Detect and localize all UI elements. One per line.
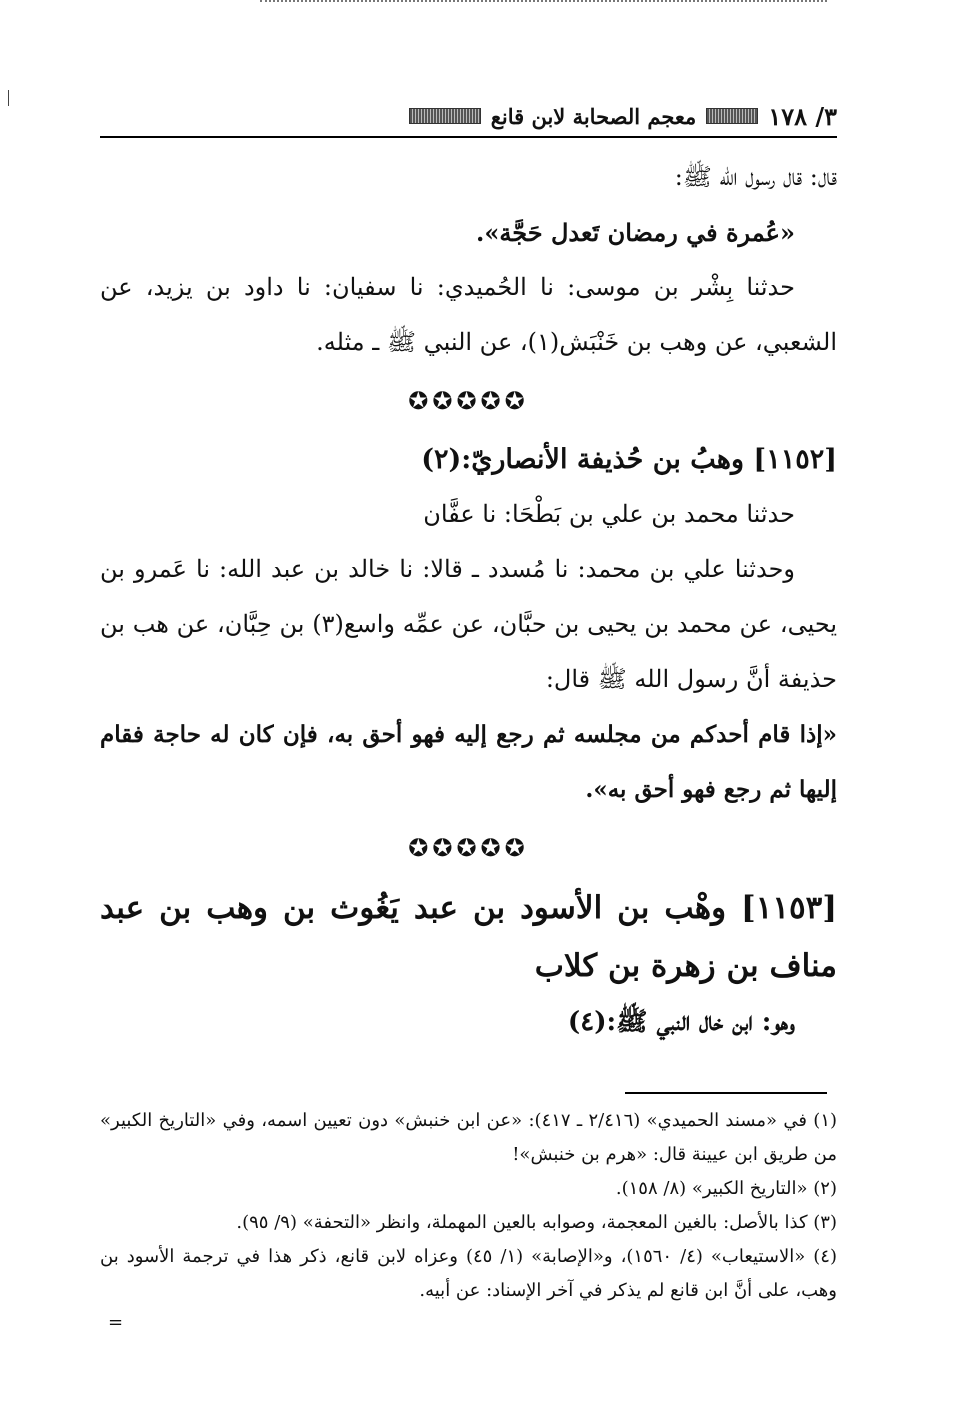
isnad-text: وحدثنا علي بن محمد: نا مُسدد ـ قالا: نا خالد بن عبد الله: نا عَمرو بن يحيى، عن محمد بن يحيى بن حبَّان، عن عمِّه واسع(٣) بن حِبَّان، عن هب بن حذيفة أنَّ رسول الله ﷺ قال: bbox=[100, 555, 838, 693]
previous-page-edge bbox=[260, 0, 827, 6]
footnotes bbox=[100, 1104, 837, 1308]
book-title: معجم الصحابة لابن قانع bbox=[490, 103, 697, 129]
hadith-text: «إذا قام أحدكم من مجلسه ثم رجع إليه فهو أحق به، فإن كان له حاجة فقام إليها ثم رجع فهو أحق به». bbox=[100, 721, 837, 803]
narration-line: قال: قال رسول الله ﷺ: bbox=[674, 163, 837, 191]
page-header bbox=[100, 96, 837, 138]
header-ornament-bar bbox=[409, 108, 481, 124]
continuation-mark: = bbox=[108, 1312, 124, 1333]
footnote: (١) في «مسند الحميدي» (٢/٤١٦ ـ ٤١٧): «عن ابن خنبش» دون تعيين اسمه، وفي «التاريخ الكبير» من طريق ابن عيينة قال: «هرم بن خنبش»! bbox=[100, 1110, 838, 1165]
section-separator: ✪✪✪✪✪ bbox=[408, 834, 529, 862]
isnad-text: حدثنا محمد بن علي بن بَطْحَا: نا عفَّان bbox=[423, 500, 795, 528]
margin-mark bbox=[8, 90, 9, 106]
entry-title: [١١٥٣] وهْب بن الأسود بن عبد يَغُوث بن وهب بن عبد مناف بن زهرة بن كلاب bbox=[100, 890, 837, 984]
page-body bbox=[100, 150, 837, 1050]
entry-subtitle: وهو: ابن خال النبي ﷺ:(٤) bbox=[567, 1007, 795, 1037]
section-separator: ✪✪✪✪✪ bbox=[408, 387, 529, 415]
entry-title: [١١٥٢] وهبُ بن حُذيفة الأنصاريّ:(٢) bbox=[421, 444, 837, 475]
page-number: ٣/ ١٧٨ bbox=[768, 101, 837, 131]
hadith-text: «عُمرة في رمضان تَعدل حَجَّة». bbox=[476, 218, 795, 247]
footnote: (٤) «الاستيعاب» (٤/ ١٥٦٠)، و«الإصابة» (١/ ٤٥) وعزاه لابن قانع، ذكر هذا في ترجمة الأسود بن وهب، على أنَّ ابن قانع لم يذكر في آخر الإسناد: عن أبيه. bbox=[100, 1246, 837, 1301]
isnad-text: حدثنا بِشْر بن موسى: نا الحُميدي: نا سفيان: نا داود بن يزيد، عن الشعبي، عن وهب بن خَنْبَش(١)، عن النبي ﷺ ـ مثله. bbox=[100, 273, 837, 356]
footnote: (٣) كذا بالأصل: بالغين المعجمة، وصوابه بالعين المهملة، وانظر «التحفة» (٩/ ٩٥). bbox=[236, 1212, 837, 1233]
footnote-separator bbox=[625, 1092, 827, 1094]
footnote: (٢) «التاريخ الكبير» (٨/ ١٥٨). bbox=[615, 1178, 837, 1199]
header-ornament-bar bbox=[706, 108, 758, 124]
